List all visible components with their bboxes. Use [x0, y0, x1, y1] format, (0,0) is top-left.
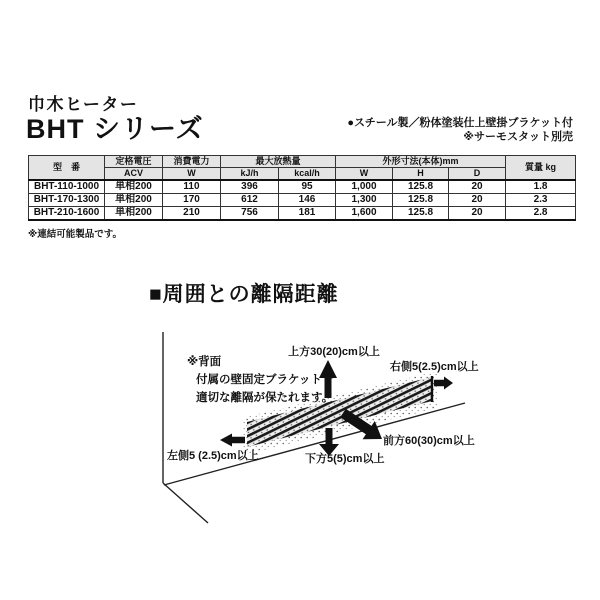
cell-dim-w: 1,000 [336, 180, 393, 194]
cell-dim-d: 20 [449, 207, 506, 221]
series-title: BHT シリーズ [26, 114, 204, 144]
col-header-dimensions: 外形寸法(本体)mm [336, 156, 506, 168]
cell-model: BHT-210-1600 [29, 207, 105, 221]
side-notes [347, 116, 573, 144]
cell-dim-w: 1,600 [336, 207, 393, 221]
unit-kjh: kJ/h [221, 168, 279, 181]
unit-kcalh: kcal/h [279, 168, 336, 181]
back-note-line2: 付属の壁固定ブラケットで [196, 374, 334, 386]
unit-w: W [163, 168, 221, 181]
clearance-diagram [150, 322, 570, 540]
unit-dim-d: D [449, 168, 506, 181]
floor-corner-line [163, 483, 208, 523]
cell-voltage: 単相200 [105, 207, 163, 221]
cell-mass: 2.3 [506, 194, 576, 207]
cell-heat-kj: 612 [221, 194, 279, 207]
cell-dim-h: 125.8 [393, 180, 449, 194]
table-row [29, 207, 576, 221]
cell-model: BHT-170-1300 [29, 194, 105, 207]
cell-power: 110 [163, 180, 221, 194]
col-header-mass: 質量 kg [506, 156, 576, 181]
cell-heat-kcal: 181 [279, 207, 336, 221]
spec-table [28, 155, 576, 221]
cell-voltage: 単相200 [105, 194, 163, 207]
clearance-bottom-label: 下方5(5)cm以上 [305, 453, 385, 465]
header-row-units [29, 168, 576, 181]
cell-power: 170 [163, 194, 221, 207]
cell-dim-w: 1,300 [336, 194, 393, 207]
cell-dim-h: 125.8 [393, 194, 449, 207]
header-row-groups [29, 156, 576, 168]
left-arrow-icon [220, 434, 245, 447]
cell-mass: 2.8 [506, 207, 576, 221]
feature-note: ●スチール製／粉体塗装仕上壁掛ブラケット付 [347, 117, 573, 129]
cell-heat-kcal: 146 [279, 194, 336, 207]
col-header-max-heat: 最大放熱量 [221, 156, 336, 168]
cell-dim-d: 20 [449, 194, 506, 207]
unit-acv: ACV [105, 168, 163, 181]
col-header-power: 消費電力 [163, 156, 221, 168]
clearance-front-label: 前方60(30)cm以上 [383, 435, 475, 447]
col-header-rated-voltage: 定格電圧 [105, 156, 163, 168]
cell-dim-h: 125.8 [393, 207, 449, 221]
table-row [29, 194, 576, 207]
table-row [29, 180, 576, 194]
unit-dim-w: W [336, 168, 393, 181]
table-footnote: ※連結可能製品です。 [28, 229, 122, 240]
cell-mass: 1.8 [506, 180, 576, 194]
cell-voltage: 単相200 [105, 180, 163, 194]
clearance-top-label: 上方30(20)cm以上 [288, 346, 380, 358]
cell-power: 210 [163, 207, 221, 221]
option-note: ※サーモスタット別売 [463, 131, 573, 143]
cell-dim-d: 20 [449, 180, 506, 194]
cell-heat-kcal: 95 [279, 180, 336, 194]
cell-model: BHT-110-1000 [29, 180, 105, 194]
back-note-line1: ※背面 [187, 356, 222, 368]
unit-dim-h: H [393, 168, 449, 181]
col-header-model: 型 番 [29, 156, 105, 181]
cell-heat-kj: 756 [221, 207, 279, 221]
back-note-line3: 適切な離隔が保たれます。 [196, 392, 334, 404]
product-category: 巾木ヒーター [28, 95, 139, 114]
clearance-left-label: 左側5 (2.5)cm以上 [167, 450, 259, 462]
cell-heat-kj: 396 [221, 180, 279, 194]
clearance-right-label: 右側5(2.5)cm以上 [390, 361, 479, 373]
section-heading: ■周囲との離隔距離 [149, 283, 339, 306]
